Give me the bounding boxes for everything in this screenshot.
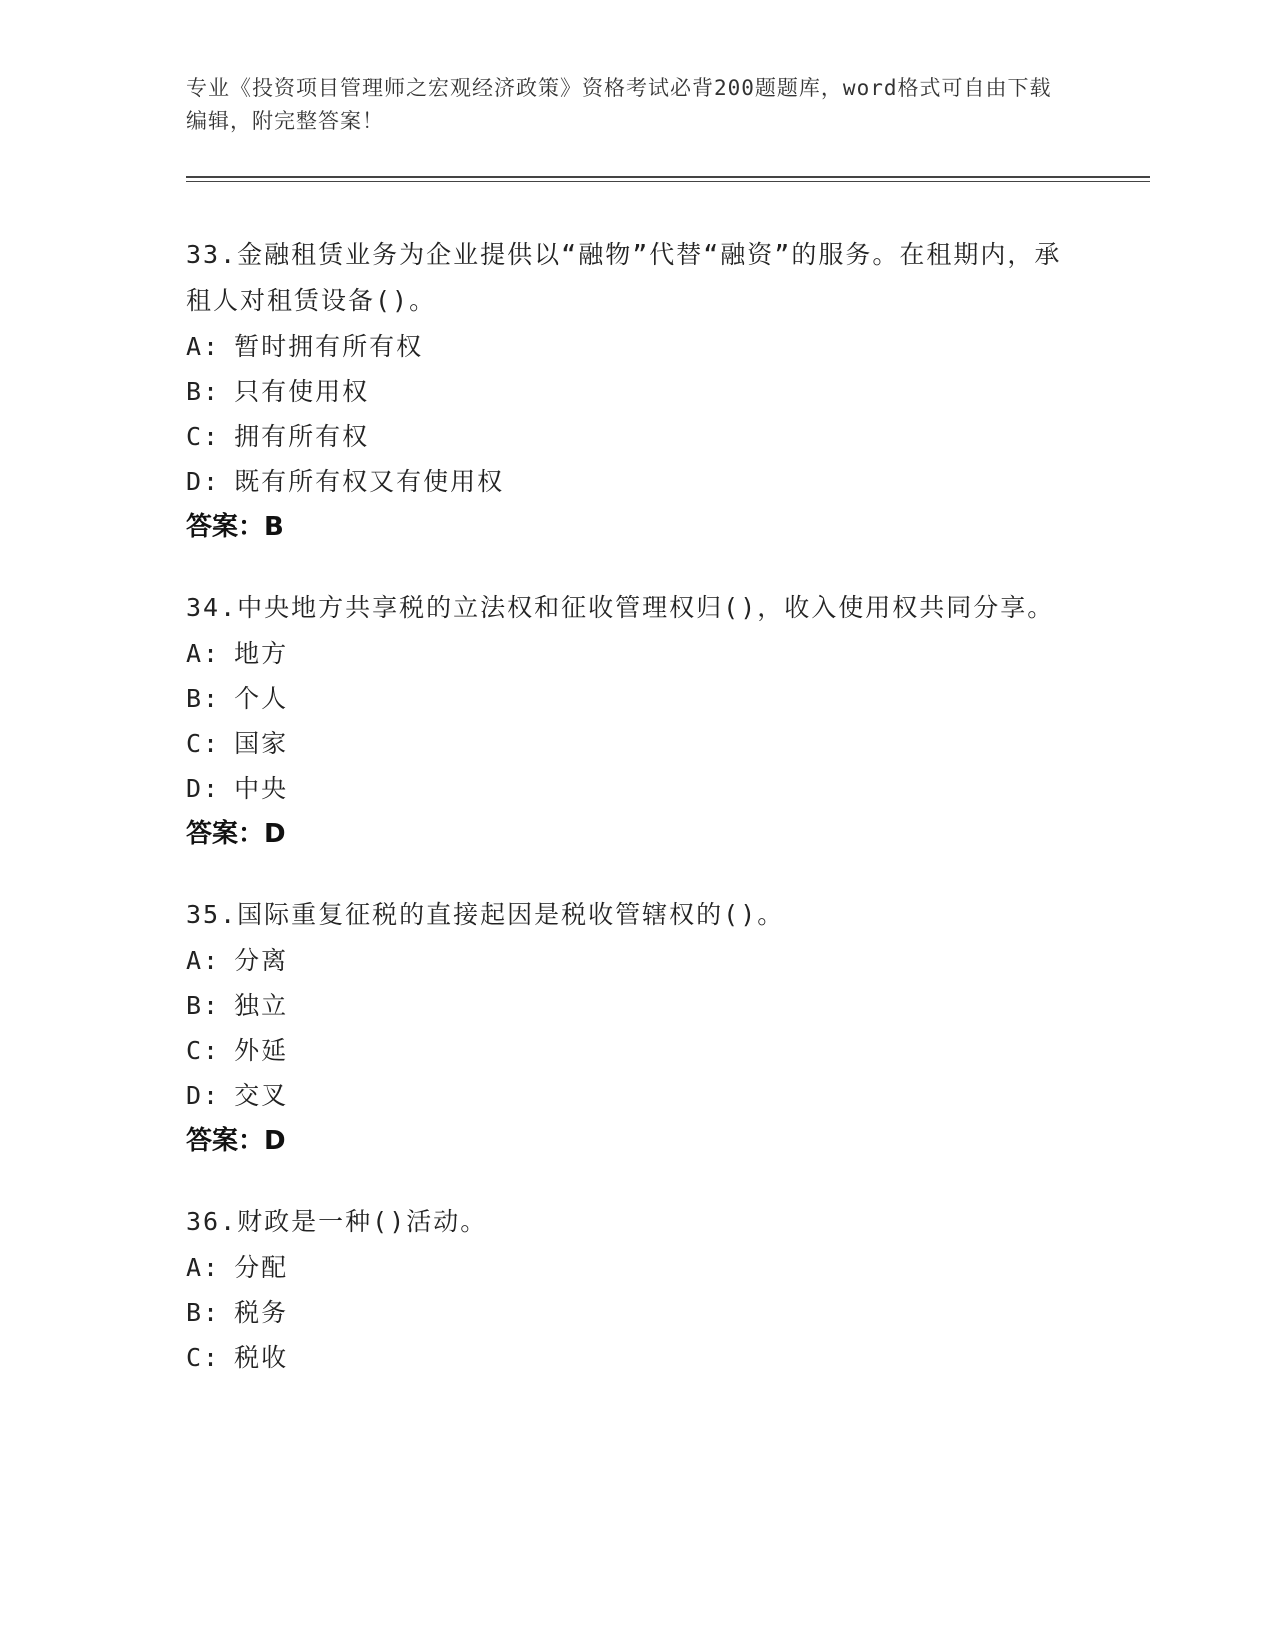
header-divider-thick — [186, 176, 1150, 178]
question-34 — [186, 585, 1086, 857]
option-b — [186, 1290, 1086, 1335]
option-c — [186, 1335, 1086, 1380]
option-text: 中央 — [234, 774, 289, 803]
option-letter: B: — [186, 991, 221, 1020]
option-letter: A: — [186, 639, 221, 668]
option-text: 暂时拥有所有权 — [234, 332, 424, 361]
option-c — [186, 1028, 1086, 1073]
question-stem: 33.金融租赁业务为企业提供以“融物”代替“融资”的服务。在租期内，承租人对租赁设备()。 — [186, 240, 1062, 315]
answer-label: 答案：D — [186, 819, 286, 849]
question-33 — [186, 232, 1086, 550]
option-text: 独立 — [234, 991, 289, 1020]
question-stem: 34.中央地方共享税的立法权和征收管理权归()，收入使用权共同分享。 — [186, 593, 1055, 622]
question-stem: 36.财政是一种()活动。 — [186, 1207, 488, 1236]
option-b — [186, 983, 1086, 1028]
option-d — [186, 1073, 1086, 1118]
option-letter: A: — [186, 946, 221, 975]
option-b — [186, 676, 1086, 721]
option-letter: B: — [186, 377, 221, 406]
option-letter: D: — [186, 467, 221, 496]
question-36 — [186, 1199, 1086, 1380]
option-letter: B: — [186, 1298, 221, 1327]
option-letter: C: — [186, 1343, 221, 1372]
option-text: 交叉 — [234, 1081, 289, 1110]
option-c — [186, 414, 1086, 459]
option-letter: D: — [186, 1081, 221, 1110]
answer-label: 答案：B — [186, 512, 284, 542]
answer-label: 答案：D — [186, 1126, 286, 1156]
option-c — [186, 721, 1086, 766]
option-a — [186, 938, 1086, 983]
option-text: 个人 — [234, 684, 289, 713]
header-divider-thin — [186, 181, 1150, 182]
question-list — [186, 232, 1086, 1415]
option-text: 外延 — [234, 1036, 289, 1065]
option-letter: A: — [186, 1253, 221, 1282]
option-a — [186, 324, 1086, 369]
question-stem: 35.国际重复征税的直接起因是税收管辖权的()。 — [186, 900, 785, 929]
option-letter: A: — [186, 332, 221, 361]
option-text: 地方 — [234, 639, 289, 668]
option-text: 税务 — [234, 1298, 289, 1327]
option-text: 只有使用权 — [234, 377, 370, 406]
option-text: 拥有所有权 — [234, 422, 370, 451]
option-d — [186, 459, 1086, 504]
document-header-title: 专业《投资项目管理师之宏观经济政策》资格考试必背200题题库，word格式可自由下载编辑，附完整答案！ — [186, 76, 1052, 133]
option-letter: D: — [186, 774, 221, 803]
option-d — [186, 766, 1086, 811]
option-text: 税收 — [234, 1343, 289, 1372]
option-letter: B: — [186, 684, 221, 713]
question-35 — [186, 892, 1086, 1164]
option-text: 国家 — [234, 729, 289, 758]
option-text: 既有所有权又有使用权 — [234, 467, 505, 496]
option-text: 分配 — [234, 1253, 289, 1282]
option-letter: C: — [186, 422, 221, 451]
option-letter: C: — [186, 729, 221, 758]
option-a — [186, 1245, 1086, 1290]
option-letter: C: — [186, 1036, 221, 1065]
option-a — [186, 631, 1086, 676]
option-text: 分离 — [234, 946, 289, 975]
option-b — [186, 369, 1086, 414]
